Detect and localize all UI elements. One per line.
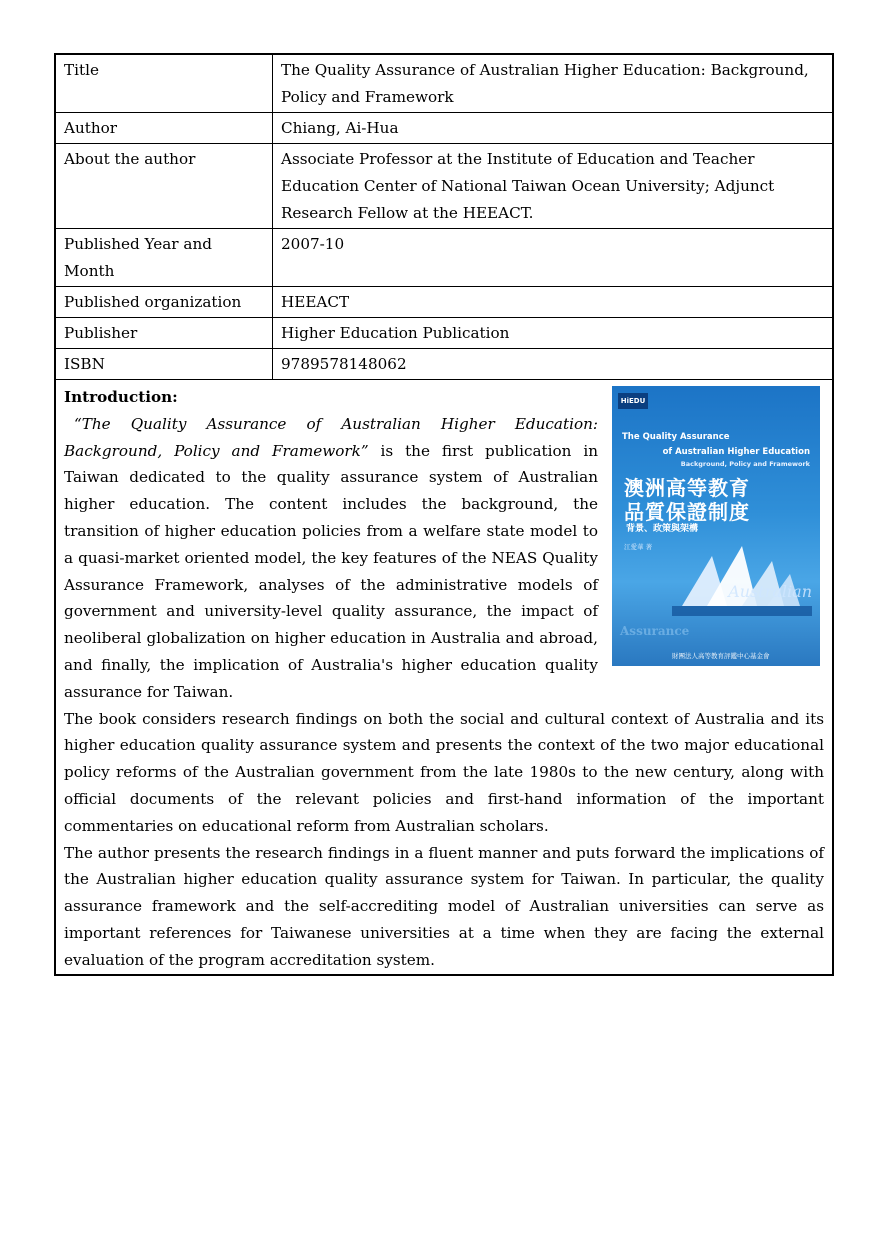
table-row [56,287,832,318]
book-cover-image [612,386,820,666]
table-row [56,55,832,113]
row-value: Associate Professor at the Institute of Education and Teacher Education Center of National Taiwan Ocean University; Adjunct Research Fellow at the HEEACT. [273,144,833,229]
cover-publisher: 財團法人高等教育評鑑中心基金會 [672,652,770,660]
row-value: Higher Education Publication [273,318,833,349]
intro-paragraph-3: The author presents the research findings in a fluent manner and puts forward the implications of the Australian higher education quality assurance system for Taiwan. In particular, the quality assurance framework and the self-accrediting model of Australian universities can serve as important references for Taiwanese universities at a time when they are facing the external evaluation of the program accreditation system. [64,843,824,969]
cover-subtitle-zh: 背景、政策與架構 [626,524,699,534]
cover-title-en-line2: of Australian Higher Education [662,447,810,457]
introduction-heading: Introduction: [64,388,178,406]
cover-subtitle-en: Background, Policy and Framework [680,460,810,468]
cover-australian-word: Australian [728,582,812,601]
cover-ghost-text: Assurance [620,624,690,638]
cover-title-en-line1: The Quality Assurance [622,432,730,442]
row-label: Title [56,55,273,113]
metadata-table [56,55,832,380]
row-value: 9789578148062 [273,349,833,380]
row-label: About the author [56,144,273,229]
row-label: Author [56,113,273,144]
introduction-section [56,380,832,974]
row-value: 2007-10 [273,229,833,287]
row-label: Published Year and Month [56,229,273,287]
table-row [56,318,832,349]
book-title-quote: “The Quality Assurance of Australian Higher Education: Background, Policy and Framework” [64,414,598,460]
table-row [56,113,832,144]
cover-title-zh-line1: 澳洲高等教育 [624,476,750,500]
row-value: Chiang, Ai-Hua [273,113,833,144]
intro-paragraph-2: The book considers research findings on both the social and cultural context of Australia and its higher education quality assurance system and presents the context of the two major educational policy reforms of the Australian government from the late 1980s to the new century, along with official documents of the relevant policies and first-hand information of the important commentaries on educational reform from Australian scholars. [64,709,824,835]
row-value: The Quality Assurance of Australian Higher Education: Background, Policy and Framework [273,55,833,113]
publisher-logo: HiEDU [618,393,648,409]
table-row [56,144,832,229]
paragraph-text: is the first publication in Taiwan dedicated to the quality assurance system of Australian higher education. The content includes the background, the transition of higher education policies from a welfare state model to a quasi-market oriented model, the key features of the NEAS Quality Assurance Framework, analyses of the administrative models of government and university-level quality assurance, the impact of neoliberal globalization on higher education in Australia and abroad, and finally, the implication of Australia's higher education quality assurance for Taiwan. [64,441,598,701]
row-label: Publisher [56,318,273,349]
table-row [56,229,832,287]
document-frame [54,53,834,976]
cover-title-zh-line2: 品質保證制度 [624,500,750,524]
table-row [56,349,832,380]
opera-house-icon [672,536,812,616]
cover-author: 江愛華 著 [624,543,653,551]
row-label: Published organization [56,287,273,318]
row-value: HEEACT [273,287,833,318]
row-label: ISBN [56,349,273,380]
